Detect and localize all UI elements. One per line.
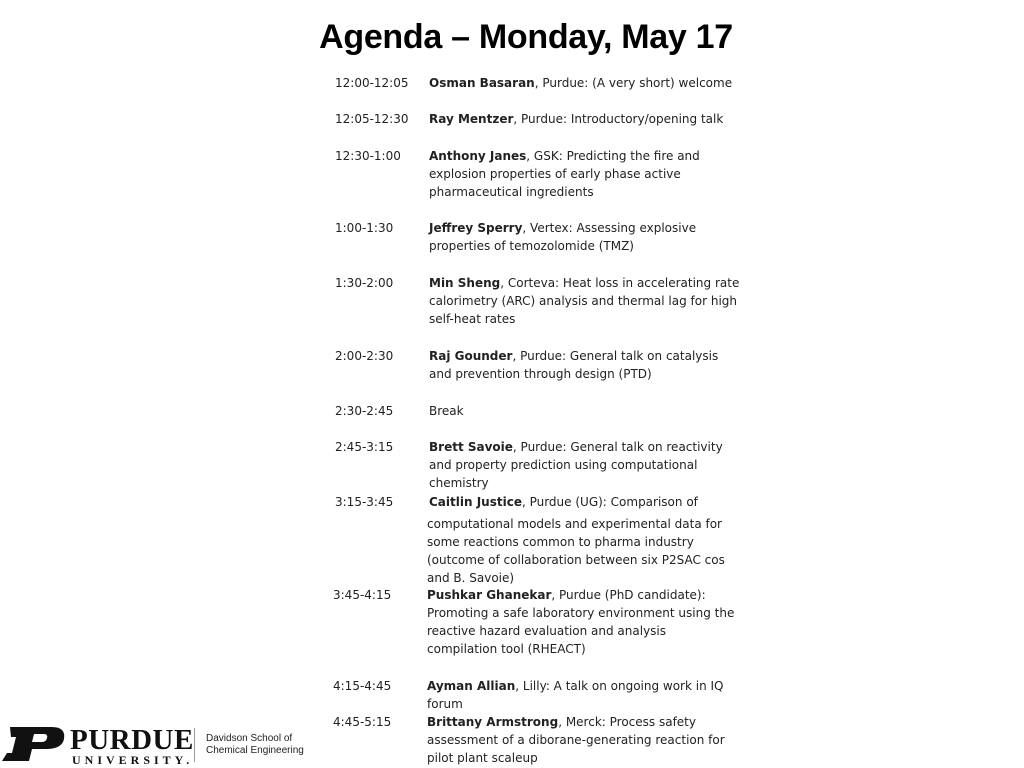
agenda-time: 2:45-3:15 — [335, 440, 394, 454]
agenda-description — [427, 677, 757, 713]
agenda-speaker: Ayman Allian — [427, 679, 516, 693]
agenda-speaker: Caitlin Justice — [429, 495, 522, 509]
agenda-detail: , Purdue: General talk on reactivity and property prediction using computational chemistry — [429, 440, 723, 490]
logo-school-name — [206, 733, 316, 757]
agenda-speaker: Raj Gounder — [429, 349, 513, 363]
agenda-time: 1:00-1:30 — [335, 221, 394, 235]
agenda-description — [429, 74, 741, 92]
agenda-detail: , Purdue: (A very short) welcome — [534, 76, 733, 90]
slide-title: Agenda – Monday, May 17 — [319, 18, 733, 56]
agenda-description — [429, 147, 741, 201]
agenda-detail: , GSK: Predicting the fire and explosion properties of early phase active pharmaceutical ingredients — [429, 149, 700, 199]
agenda-description — [429, 402, 741, 420]
agenda-time: 2:00-2:30 — [335, 349, 394, 363]
agenda-speaker: Osman Basaran — [429, 76, 535, 90]
agenda-description — [429, 274, 741, 328]
agenda-detail: , Corteva: Heat loss in accelerating rate calorimetry (ARC) analysis and thermal lag for high self-heat rates — [429, 276, 740, 326]
agenda-detail: , Merck: Process safety assessment of a diborane-generating reaction for pilot plant scaleup — [427, 715, 725, 765]
agenda-detail: Break — [429, 404, 464, 418]
agenda-description — [429, 110, 741, 128]
agenda-detail: , Purdue: General talk on catalysis and prevention through design (PTD) — [429, 349, 719, 381]
agenda-speaker: Anthony Janes — [429, 149, 527, 163]
agenda-speaker: Pushkar Ghanekar — [427, 588, 552, 602]
agenda-description — [429, 347, 741, 383]
logo-wordmark: PURDUE — [70, 724, 194, 756]
agenda-speaker: Brett Savoie — [429, 440, 513, 454]
agenda-detail: , Purdue (PhD candidate): Promoting a safe laboratory environment using the reactive hazard evaluation and analysis compilation tool (RHEACT) — [427, 588, 735, 656]
logo-school-line1: Davidson School of — [206, 733, 293, 744]
logo-divider — [194, 728, 195, 762]
agenda-time: 3:45-4:15 — [333, 588, 392, 602]
agenda-description — [429, 438, 741, 492]
agenda-speaker: Ray Mentzer — [429, 112, 514, 126]
agenda-description — [429, 493, 741, 511]
agenda-description — [427, 713, 739, 767]
agenda-speaker: Brittany Armstrong — [427, 715, 559, 729]
agenda-time: 3:15-3:45 — [335, 495, 394, 509]
agenda-speaker: Jeffrey Sperry — [429, 221, 523, 235]
agenda-detail-continuation: computational models and experimental data for some reactions common to pharma industry (outcome of collaboration between six P2SAC cos and B. Savoie) — [427, 517, 725, 585]
agenda-description — [429, 219, 741, 255]
purdue-logo — [0, 722, 320, 768]
agenda-time: 4:15-4:45 — [333, 679, 392, 693]
agenda-speaker: Min Sheng — [429, 276, 501, 290]
logo-school-line2: Chemical Engineering — [206, 745, 304, 756]
agenda-detail: , Vertex: Assessing explosive properties of temozolomide (TMZ) — [429, 221, 697, 253]
agenda-time: 1:30-2:00 — [335, 276, 394, 290]
agenda-time: 2:30-2:45 — [335, 404, 394, 418]
purdue-p-icon — [2, 727, 66, 768]
agenda-time: 12:30-1:00 — [335, 149, 401, 163]
logo-university: UNIVERSITY. — [72, 753, 194, 767]
agenda-detail: , Purdue (UG): Comparison of — [521, 495, 698, 509]
agenda-time: 12:00-12:05 — [335, 76, 409, 90]
agenda-detail: , Purdue: Introductory/opening talk — [513, 112, 724, 126]
agenda-description — [427, 586, 739, 658]
agenda-detail: , Lilly: A talk on ongoing work in IQ forum — [427, 679, 724, 711]
agenda-time: 12:05-12:30 — [335, 112, 409, 126]
agenda-time: 4:45-5:15 — [333, 715, 392, 729]
